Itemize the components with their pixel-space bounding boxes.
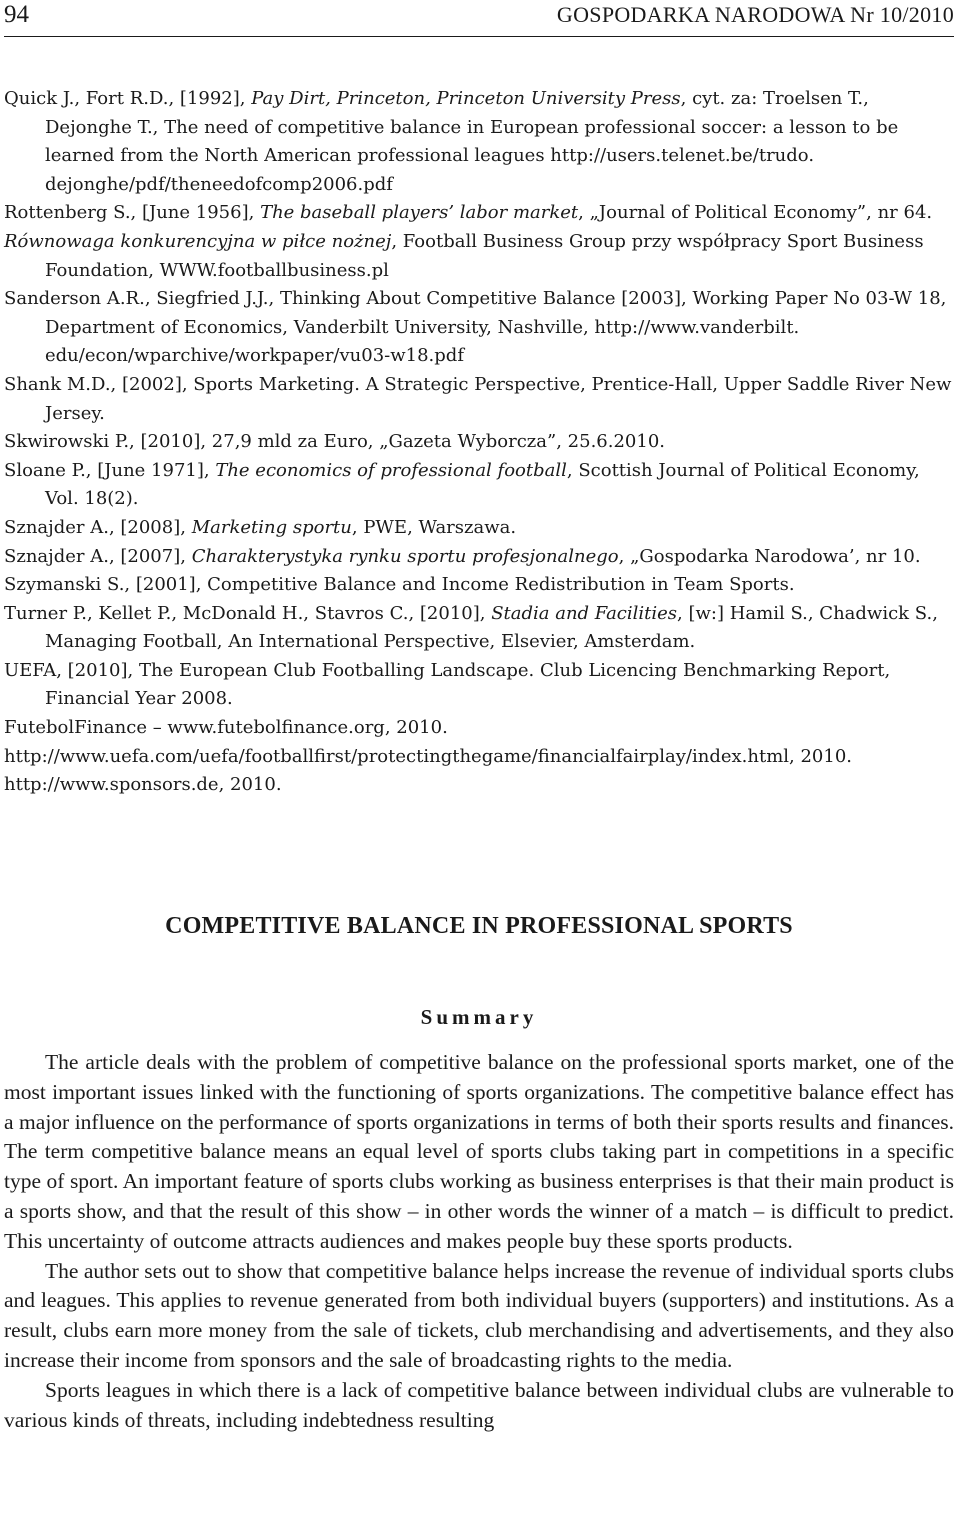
reference-entry — [4, 543, 954, 572]
reference-text: Sznajder A., [2007], — [4, 545, 192, 567]
reference-text: , Football Business Group przy współpracy Sport Business Foundation, WWW.footballbusiness.pl — [45, 230, 924, 281]
summary-paragraph: The article deals with the problem of competitive balance on the professional sports market, one of the most important issues linked with the functioning of sports organizations. The competitive balance effect has a major influence on the performance of sports organizations in terms of both their sports results and finances. The term competitive balance means an equal level of sports clubs taking part in competitions in a specific type of sport. An important feature of sports clubs working as business enterprises is that their main product is a sports show, and that the result of this show – in other words the winner of a match – is difficult to predict. This uncertainty of outcome attracts audiences and makes people buy these sports products. — [4, 1050, 954, 1253]
reference-text: Quick J., Fort R.D., [1992], — [4, 88, 252, 109]
reference-text: http://www.sponsors.de, 2010. — [4, 774, 282, 796]
reference-text: Sloane P., [June 1971], — [4, 459, 216, 481]
reference-italic-text: Stadia and Facilities — [491, 602, 678, 624]
summary-paragraph: Sports leagues in which there is a lack of competitive balance between individual clubs are vulnerable to various kinds of threats, including indebtedness resulting — [4, 1377, 954, 1432]
reference-entry — [4, 371, 954, 428]
reference-italic-text: The economics of professional football — [215, 459, 567, 481]
reference-entry — [4, 457, 954, 514]
reference-entry — [4, 428, 954, 457]
reference-italic-text: The baseball players’ labor market — [260, 202, 579, 224]
reference-text: Sznajder A., [2008], — [4, 516, 192, 538]
reference-list — [4, 85, 954, 800]
reference-text: FutebolFinance – www.futebolfinance.org, 2010. — [4, 717, 448, 739]
reference-italic-text: Równowaga konkurencyjna w piłce nożnej — [4, 230, 392, 252]
reference-text: Shank M.D., [2002], Sports Marketing. A Strategic Perspective, Prentice-Hall, Upper Saddle River New Jersey. — [4, 373, 952, 424]
reference-entry — [4, 85, 954, 199]
summary-heading: Summary — [420, 1005, 538, 1029]
reference-entry — [4, 571, 954, 600]
reference-text: UEFA, [2010], The European Club Footballing Landscape. Club Licencing Benchmarking Report, Financial Year 2008. — [4, 659, 891, 710]
reference-entry — [4, 514, 954, 543]
reference-entry — [4, 199, 954, 228]
journal-title: GOSPODARKA NARODOWA Nr 10/2010 — [556, 2, 954, 27]
reference-text: , „Journal of Political Economy”, nr 64. — [578, 202, 933, 224]
reference-entry — [4, 771, 954, 800]
running-header — [4, 0, 954, 34]
summary-section — [4, 908, 954, 1435]
reference-text: , cyt. za: Troelsen T., Dejonghe T., The need of competitive balance in European professional soccer: a lesson to be learned from the North American professional leagues http://users.telenet.be/trudo. dejonghe/pdf/theneedofcomp2006.pdf — [45, 88, 899, 195]
reference-italic-text: Charakterystyka rynku sportu profesjonalnego — [191, 545, 619, 567]
reference-text: http://www.uefa.com/uefa/footballfirst/protectingthegame/financialfairplay/index.html, 2010. — [4, 745, 853, 767]
reference-text: , Scottish Journal of Political Economy, Vol. 18(2). — [45, 459, 920, 510]
reference-italic-text: Marketing sportu — [191, 516, 352, 538]
reference-entry — [4, 657, 954, 714]
reference-entry — [4, 714, 954, 743]
summary-body — [4, 1048, 954, 1435]
reference-text: Turner P., Kellet P., McDonald H., Stavros C., [2010], — [4, 602, 492, 624]
reference-text: Skwirowski P., [2010], 27,9 mld za Euro, „Gazeta Wyborcza”, 25.6.2010. — [4, 431, 665, 453]
reference-entry — [4, 285, 954, 371]
article-title: COMPETITIVE BALANCE IN PROFESSIONAL SPORTS — [165, 913, 793, 939]
reference-text: , [w:] Hamil S., Chadwick S., Managing Football, An International Perspective, Elsevier, Amsterdam. — [45, 602, 938, 653]
summary-paragraph: The author sets out to show that competitive balance helps increase the revenue of individual sports clubs and leagues. This applies to revenue generated from both individual buyers (supporters) and institutions. As a result, clubs earn more money from the sale of tickets, club merchandising and advertisements, and they also increase their income from sponsors and the sale of broadcasting rights to the media. — [4, 1258, 954, 1372]
reference-entry — [4, 228, 954, 285]
reference-text: Szymanski S., [2001], Competitive Balance and Income Redistribution in Team Sports. — [4, 574, 795, 596]
header-rule — [4, 36, 954, 37]
reference-text: Sanderson A.R., Siegfried J.J., Thinking About Competitive Balance [2003], Working Paper No 03-W 18, Department of Economics, Vanderbilt University, Nashville, http://www.vanderbilt. edu/econ/wparchive/workpaper/vu03-w18.pdf — [4, 288, 947, 367]
page-number: 94 — [4, 1, 29, 28]
reference-text: , PWE, Warszawa. — [351, 516, 517, 538]
reference-text: , „Gospodarka Narodowa’, nr 10. — [618, 545, 921, 567]
reference-entry — [4, 600, 954, 657]
reference-entry — [4, 743, 954, 772]
reference-italic-text: Pay Dirt, Princeton, Princeton University Press — [251, 88, 681, 109]
reference-text: Rottenberg S., [June 1956], — [4, 202, 261, 224]
